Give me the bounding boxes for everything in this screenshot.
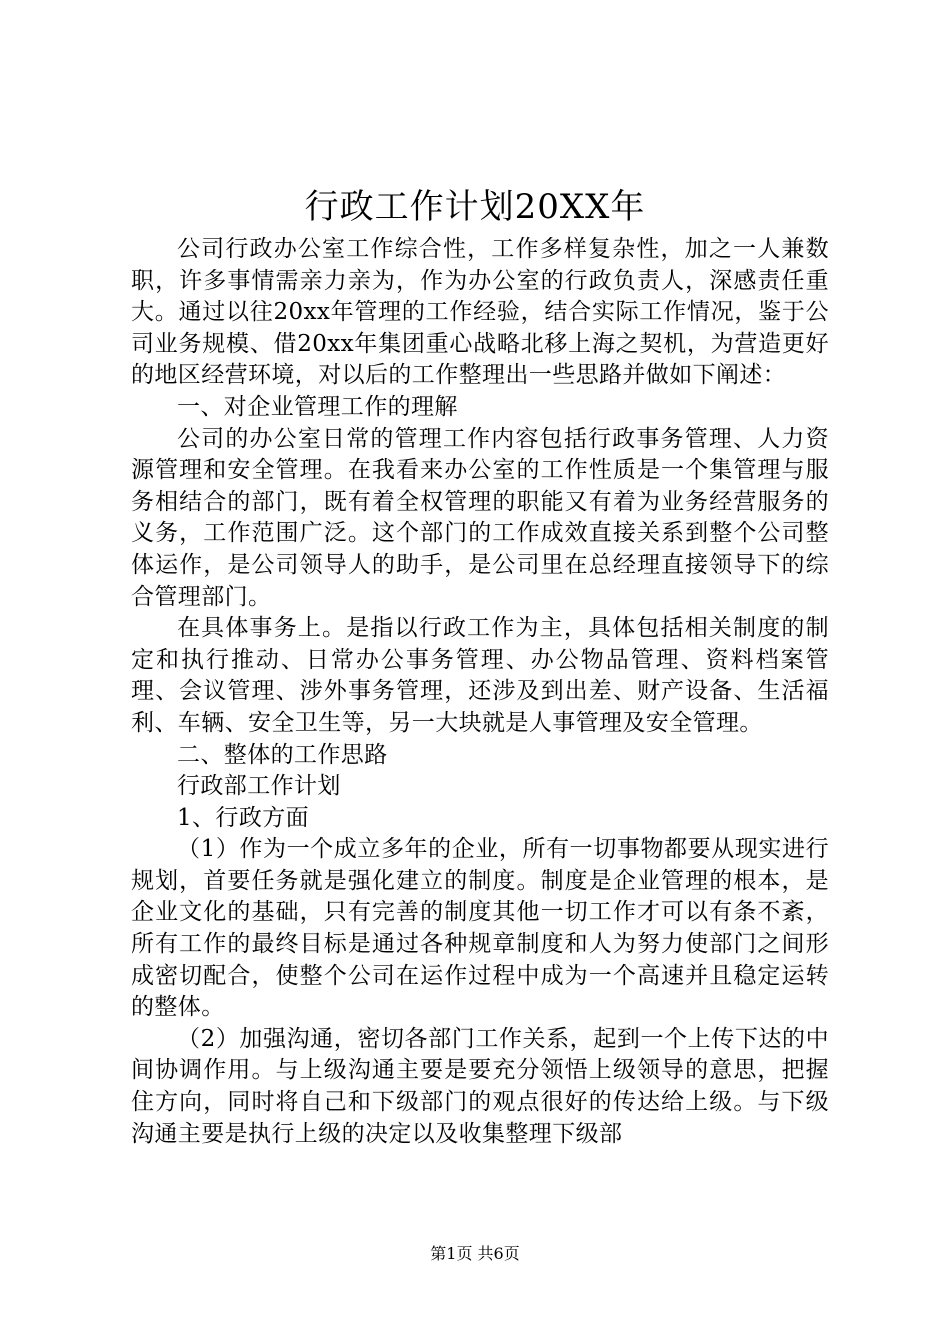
paragraph-office-scope: 公司的办公室日常的管理工作内容包括行政事务管理、人力资源管理和安全管理。在我看来办公室的工作性质是一个集管理与服务相结合的部门，既有着全权管理的职能又有着为业务经营服务的义务，工作范围广泛。这个部门的工作成效直接关系到整个公司整体运作，是公司领导人的助手，是公司里在总经理直接领导下的综合管理部门。 bbox=[131, 425, 829, 610]
section-heading-1: 一、对企业管理工作的理解 bbox=[177, 393, 458, 420]
paragraph-intro: 公司行政办公室工作综合性，工作多样复杂性，加之一人兼数职，许多事情需亲力亲为，作为办公室的行政负责人，深感责任重大。通过以往20xx年管理的工作经验，结合实际工作情况，鉴于公司业务规模、借20xx年集团重心战略北移上海之契机，为营造更好的地区经营环境，对以后的工作整理出一些思路并做如下阐述： bbox=[131, 236, 829, 389]
section-heading-2: 二、整体的工作思路 bbox=[177, 741, 388, 768]
subheading-plan: 行政部工作计划 bbox=[177, 773, 341, 800]
paragraph-item-2: （2）加强沟通，密切各部门工作关系，起到一个上传下达的中间协调作用。与上级沟通主要是要充分领悟上级领导的意思，把握住方向，同时将自己和下级部门的观点很好的传达给上级。与下级沟通主要是执行上级的决定以及收集整理下级部 bbox=[131, 1025, 829, 1147]
page-number-footer: 第1页 共6页 bbox=[430, 1244, 520, 1263]
subheading-admin: 1、行政方面 bbox=[177, 804, 310, 831]
document-title: 行政工作计划20XX年 bbox=[304, 187, 646, 227]
paragraph-item-1: （1）作为一个成立多年的企业，所有一切事物都要从现实进行规划，首要任务就是强化建立的制度。制度是企业管理的根本，是企业文化的基础，只有完善的制度其他一切工作才可以有条不紊，所有工作的最终目标是通过各种规章制度和人为努力使部门之间形成密切配合，使整个公司在运作过程中成为一个高速并且稳定运转的整体。 bbox=[131, 836, 829, 1021]
document-body bbox=[131, 234, 829, 1150]
paragraph-specific-affairs: 在具体事务上。是指以行政工作为主，具体包括相关制度的制定和执行推动、日常办公事务管理、办公物品管理、资料档案管理、会议管理、涉外事务管理，还涉及到出差、财产设备、生活福利、车辆、安全卫生等，另一大块就是人事管理及安全管理。 bbox=[131, 615, 829, 736]
